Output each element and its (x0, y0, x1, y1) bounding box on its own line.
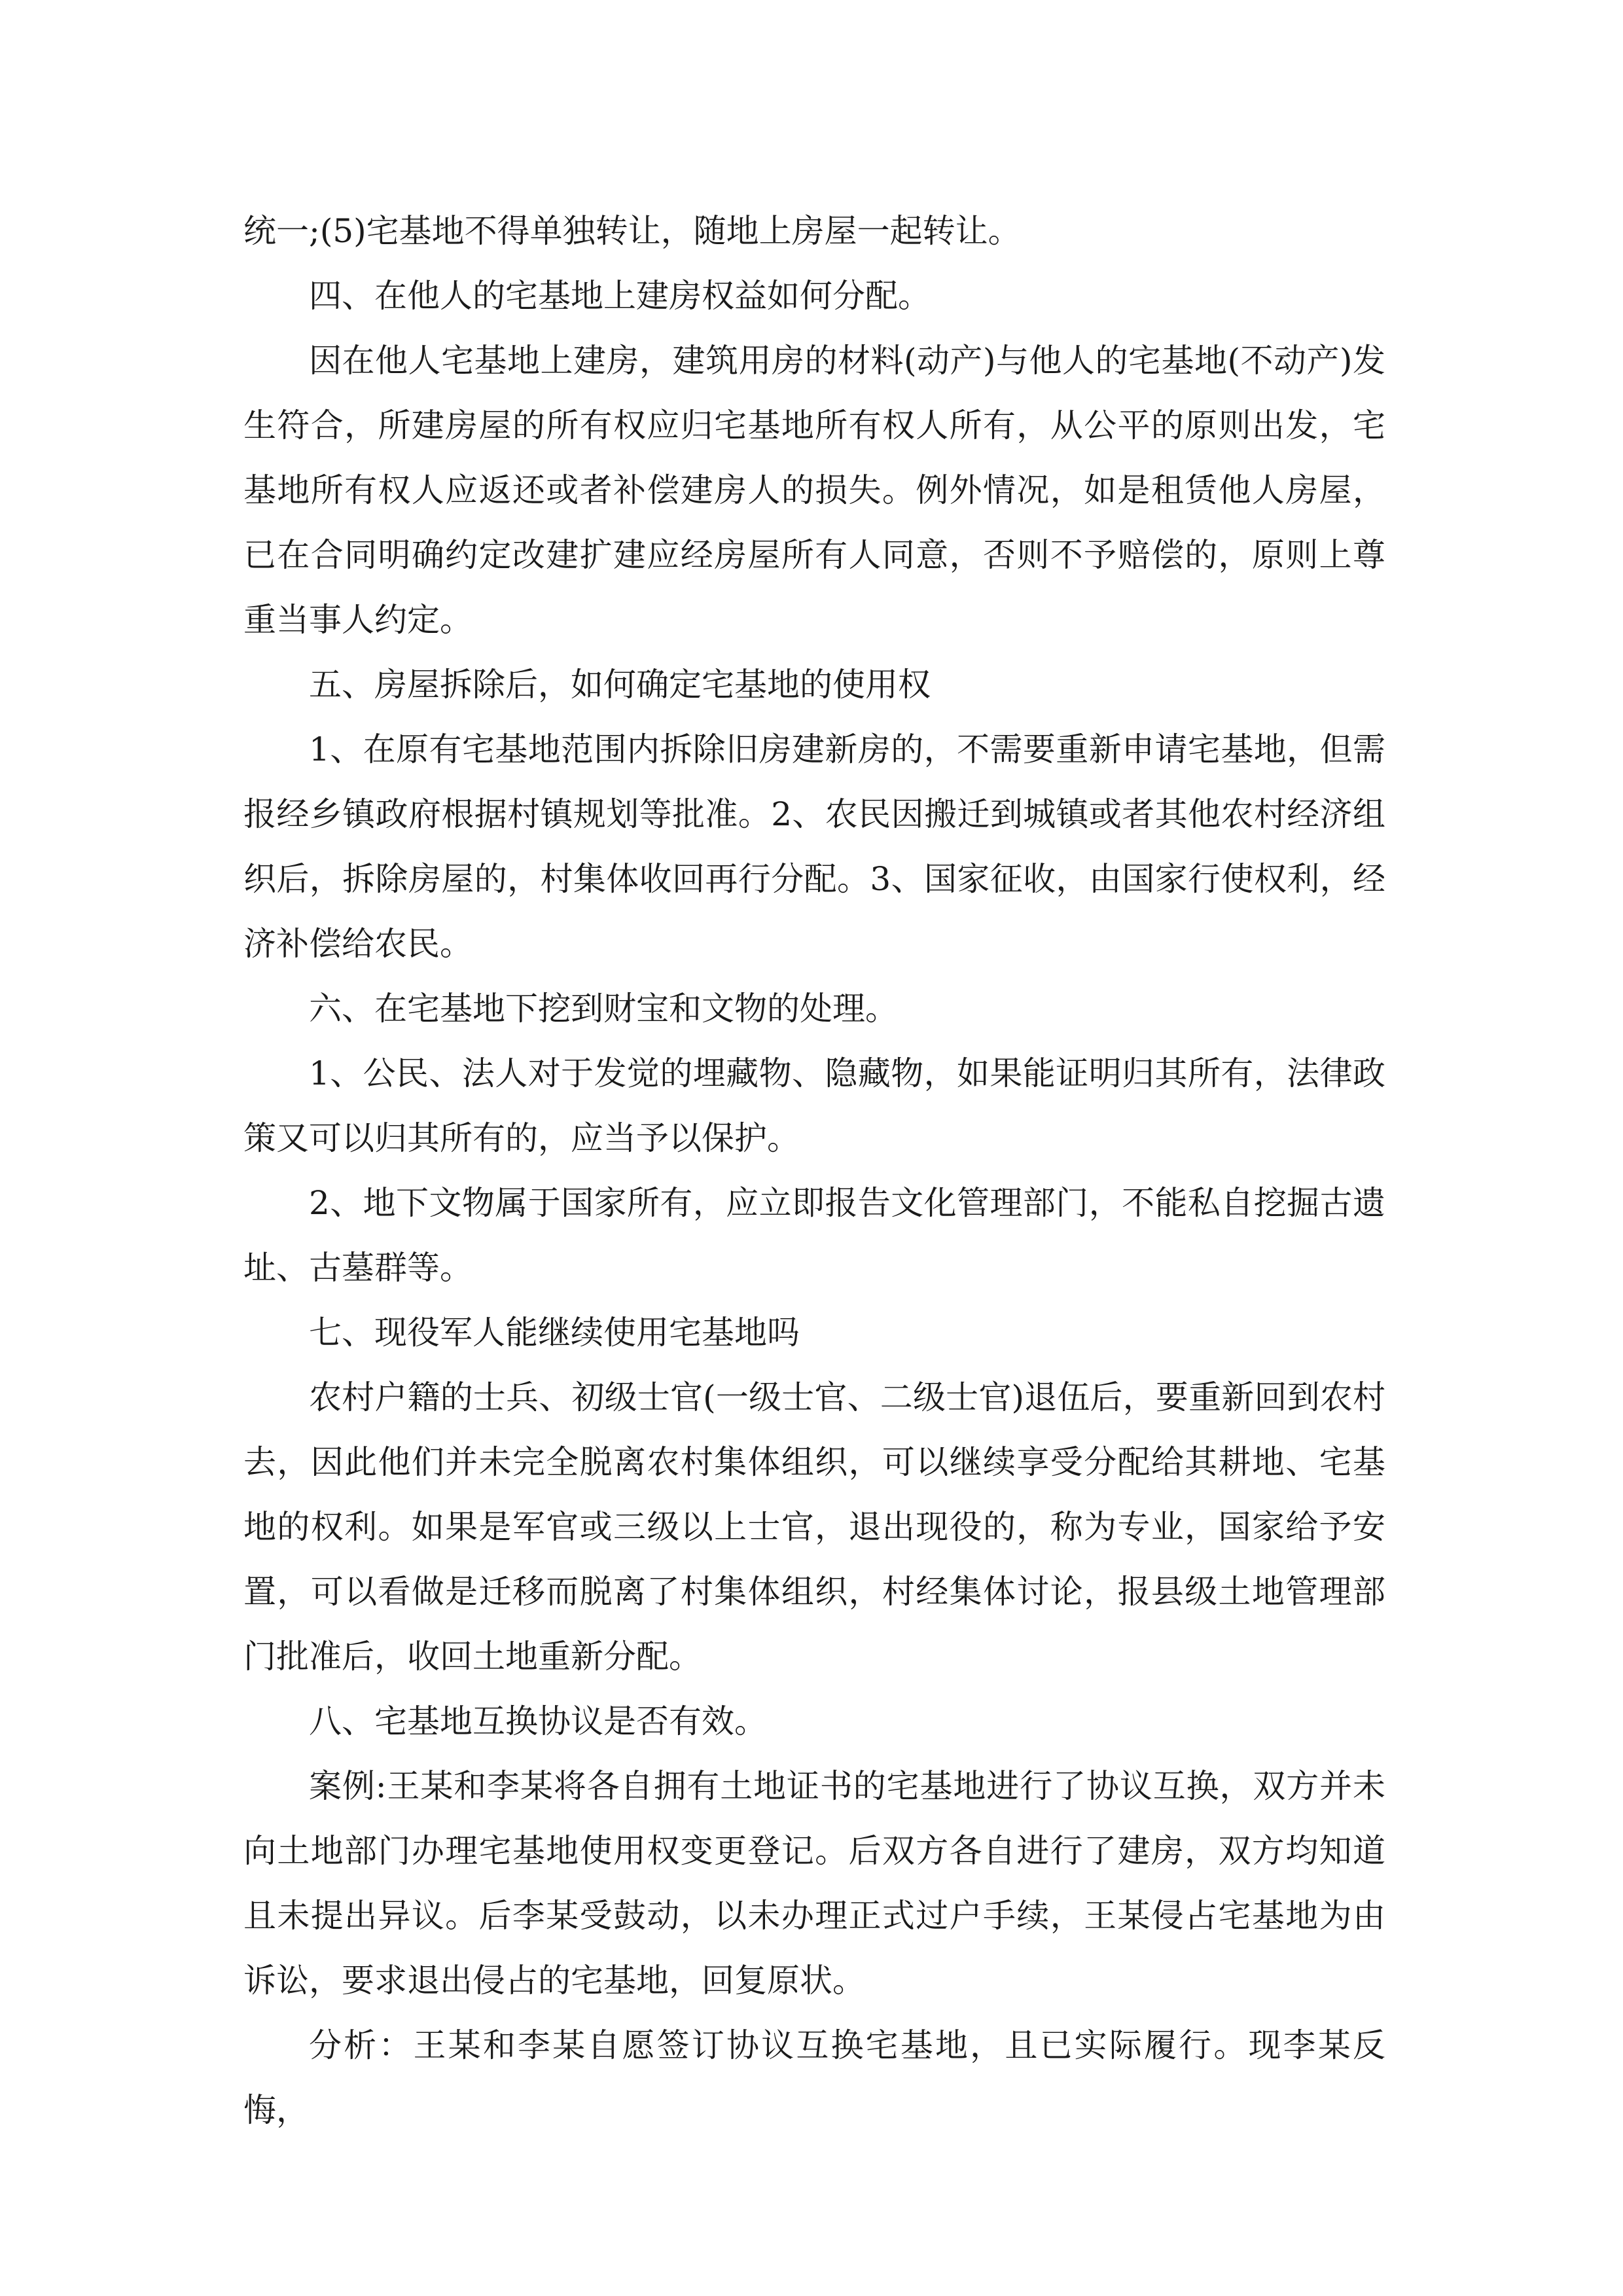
section-heading-4: 四、在他人的宅基地上建房权益如何分配。 (309, 277, 931, 315)
paragraph-7-body: 农村户籍的士兵、初级士官(一级士官、二级士官)退伍后，要重新回到农村去，因此他们并未完全脱离农村集体组织，可以继续享受分配给其耕地、宅基地的权利。如果是军官或三级以上士官，退出现役的，称为专业，国家给予安置，可以看做是迁移而脱离了村集体组织，村经集体讨论，报县级土地管理部门批准后，收回土地重新分配。 (243, 1378, 1385, 1676)
section-heading-6: 六、在宅基地下挖到财宝和文物的处理。 (309, 990, 898, 1028)
paragraph-6-item-1: 1、公民、法人对于发觉的埋藏物、隐藏物，如果能证明归其所有，法律政策又可以归其所有的，应当予以保护。 (243, 1054, 1385, 1157)
section-heading-7: 七、现役军人能继续使用宅基地吗 (309, 1314, 800, 1352)
document-body (243, 199, 1385, 2143)
paragraph-5-body: 1、在原有宅基地范围内拆除旧房建新房的，不需要重新申请宅基地，但需报经乡镇政府根据村镇规划等批准。2、农民因搬迁到城镇或者其他农村经济组织后，拆除房屋的，村集体收回再行分配。3、国家征收，由国家行使权利，经济补偿给农民。 (243, 730, 1385, 963)
paragraph-8-case: 案例:王某和李某将各自拥有土地证书的宅基地进行了协议互换，双方并未向土地部门办理宅基地使用权变更登记。后双方各自进行了建房，双方均知道且未提出异议。后李某受鼓动，以未办理正式过户手续，王某侵占宅基地为由诉讼，要求退出侵占的宅基地，回复原状。 (243, 1767, 1385, 2000)
section-heading-5: 五、房屋拆除后，如何确定宅基地的使用权 (309, 666, 931, 704)
paragraph-continuation: 统一;(5)宅基地不得单独转让，随地上房屋一起转让。 (243, 212, 1021, 250)
paragraph-8-analysis: 分析：王某和李某自愿签订协议互换宅基地，且已实际履行。现李某反悔， (243, 2026, 1385, 2129)
paragraph-6-item-2: 2、地下文物属于国家所有，应立即报告文化管理部门，不能私自挖掘古遗址、古墓群等。 (243, 1184, 1385, 1287)
paragraph-4-body: 因在他人宅基地上建房，建筑用房的材料(动产)与他人的宅基地(不动产)发生符合，所建房屋的所有权应归宅基地所有权人所有，从公平的原则出发，宅基地所有权人应返还或者补偿建房人的损失。例外情况，如是租赁他人房屋，已在合同明确约定改建扩建应经房屋所有人同意，否则不予赔偿的，原则上尊重当事人约定。 (243, 342, 1385, 639)
section-heading-8: 八、宅基地互换协议是否有效。 (309, 1702, 767, 1740)
